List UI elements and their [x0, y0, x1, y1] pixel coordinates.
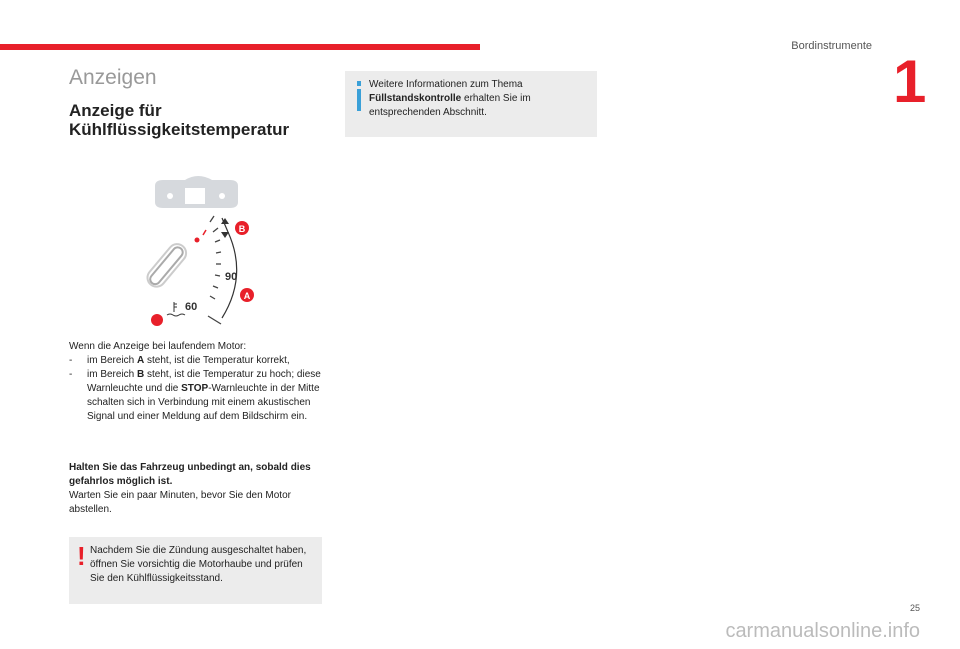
item2-mid: steht, ist die Temperatur zu hoch; diese Warnleuchte und die [87, 369, 321, 394]
marker-b-label: B [238, 224, 246, 234]
tick-label-60: 60 [185, 301, 198, 313]
coolant-thermometer-icon [144, 240, 190, 290]
stop-instruction [69, 461, 325, 517]
info-text-pre: Weitere Informationen zum Thema [369, 79, 523, 90]
warning-text: Nachdem Sie die Zündung ausgeschaltet haben, öffnen Sie vorsichtig die Motorhaube und prüfen Sie den Kühlflüssigkeitsstand. [90, 545, 307, 584]
list-item-a [69, 354, 325, 368]
item1-pre: im Bereich [87, 355, 138, 366]
body-text [69, 340, 325, 424]
item2-pre: im Bereich [87, 369, 138, 380]
info-text [369, 78, 591, 120]
item1-bold: A [137, 355, 145, 366]
info-text-post: erhalten Sie im entsprechenden Abschnitt. [369, 93, 531, 118]
list-dash: - [69, 369, 73, 380]
coolant-temp-symbol [167, 302, 185, 316]
chapter-title: Bordinstrumente [791, 40, 872, 52]
tick-label-90: 90 [225, 271, 238, 283]
header-red-bar [0, 44, 480, 50]
gauge-red-ticks [195, 230, 207, 243]
dashboard-icon [155, 176, 238, 208]
watermark: carmanualsonline.info [725, 620, 920, 642]
gauge-ticks [208, 216, 221, 324]
sub-title [69, 101, 329, 139]
temperature-gauge-illustration [130, 168, 270, 333]
page-number: 25 [909, 603, 920, 613]
section-title: Anzeigen [69, 66, 157, 89]
info-text-bold: Füllstandskontrolle [369, 93, 462, 104]
info-icon [354, 81, 364, 111]
sub-title-line2: Kühlflüssigkeitstemperatur [69, 120, 290, 139]
item2-bold: B [137, 369, 145, 380]
item1-post: steht, ist die Temperatur korrekt, [144, 355, 290, 366]
item2-bold2: STOP [181, 383, 209, 394]
list-item-b [69, 368, 325, 424]
info-box [345, 71, 597, 137]
warning-exclamation-icon: ! [77, 541, 86, 571]
warning-box [69, 537, 322, 604]
chapter-number: 1 [893, 48, 927, 115]
list-dash: - [69, 355, 73, 366]
condition-list [69, 354, 325, 424]
sub-title-line1: Anzeige für [69, 101, 162, 120]
marker-a-label: A [243, 291, 251, 301]
item2-post: -Warnleuchte in der Mitte schalten sich in Verbindung mit einem akustischen Signal und einer Meldung auf dem Bildschirm ein. [87, 383, 320, 422]
intro-text: Wenn die Anzeige bei laufendem Motor: [69, 341, 247, 352]
warning-light-dot [151, 314, 163, 326]
stop-bold-text: Halten Sie das Fahrzeug unbedingt an, sobald dies gefahrlos möglich ist. [69, 462, 311, 487]
wait-text: Warten Sie ein paar Minuten, bevor Sie den Motor abstellen. [69, 490, 291, 515]
